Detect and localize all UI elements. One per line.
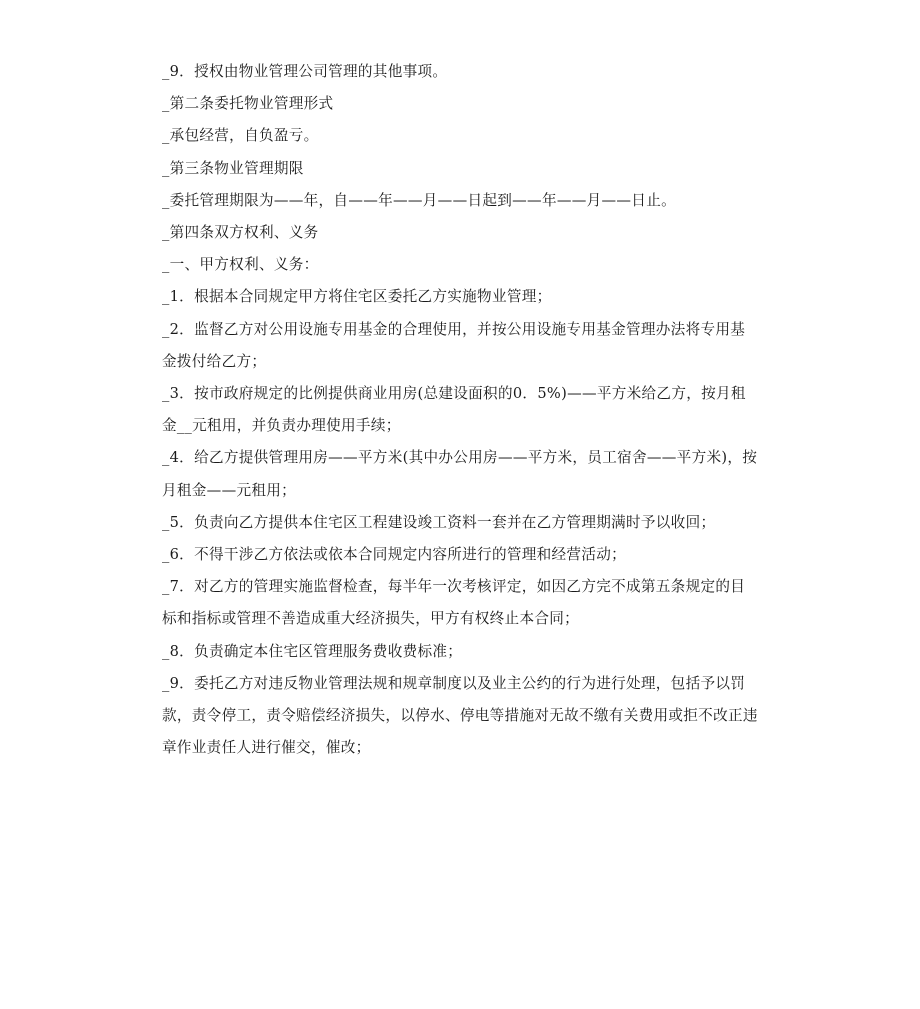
heading-article-4: _第四条双方权利、义务 (162, 224, 319, 242)
document-page (162, 56, 760, 764)
paragraph-authorized-matters: _9．授权由物业管理公司管理的其他事项。 (162, 63, 448, 80)
heading-party-a: _一、甲方权利、义务： (162, 256, 319, 274)
paragraph-term: _委托管理期限为——年，自——年——月——日起到——年——月——日止。 (162, 191, 676, 209)
clause-a-5: _5．负责向乙方提供本住宅区工程建设竣工资料一套并在乙方管理期满时予以收回； (162, 513, 716, 531)
clause-a-2: _2．监督乙方对公用设施专用基金的合理使用，并按公用设施专用基金管理办法将专用基金拨付给乙方； (162, 320, 746, 370)
clause-a-7: _7．对乙方的管理实施监督检查，每半年一次考核评定，如因乙方完不成第五条规定的目标和指标或管理不善造成重大经济损失，甲方有权终止本合同； (162, 578, 746, 628)
clause-a-4: _4．给乙方提供管理用房——平方米(其中办公用房——平方米，员工宿舍——平方米)，按月租金——元租用； (162, 449, 758, 499)
clause-a-1: _1．根据本合同规定甲方将住宅区委托乙方实施物业管理； (162, 288, 552, 306)
heading-article-2: _第二条委托物业管理形式 (162, 95, 334, 113)
clause-a-3: _3．按市政府规定的比例提供商业用房(总建设面积的0．5%)——平方米给乙方，按月租金__元租用，并负责办理使用手续； (162, 385, 746, 435)
paragraph-contract-form: _承包经营，自负盈亏。 (162, 127, 319, 145)
heading-article-3: _第三条物业管理期限 (162, 159, 304, 177)
clause-a-6: _6．不得干涉乙方依法或依本合同规定内容所进行的管理和经营活动； (162, 546, 626, 564)
clause-a-9: _9．委托乙方对违反物业管理法规和规章制度以及业主公约的行为进行处理，包括予以罚款，责令停工，责令赔偿经济损失，以停水、停电等措施对无故不缴有关费用或拒不改正违章作业责任人进行催交，催改； (162, 674, 758, 757)
clause-a-8: _8．负责确定本住宅区管理服务费收费标准； (162, 642, 463, 660)
